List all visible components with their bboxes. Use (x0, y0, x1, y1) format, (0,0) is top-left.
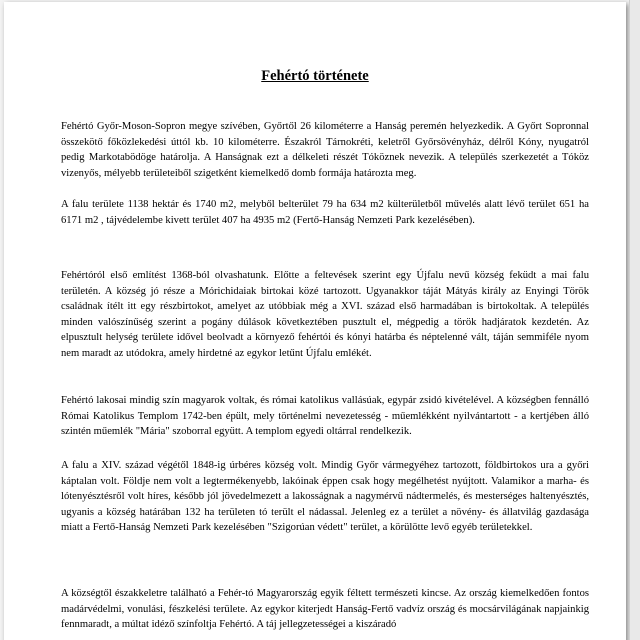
paragraph-first-mention: Fehértóról első említést 1368-ból olvashatunk. Előtte a feltevések szerint egy Újfalu nevű község feküdt a mai falu területén. A község jó része a Mórichidaiak birtokai közé tartozott. Ugyanakkor táját Mátyás király az Enyingi Török családnak ítélt itt egy részbirtokot, amelyet az utóbbiak még a XVI. század első harmadában is birtokoltak. A település minden valószínűség szerint a pogány dúlások következtében pusztult el, mégpedig a török hadjáratok kezdetén. Az elpusztult helység területe idővel beolvadt a környező fehértói és kónyi határba és néptelenné vált, táján semmiféle nyom nem maradt az utódokra, amely hirdetné az egykor letűnt Újfalu emlékét. (61, 270, 589, 359)
paragraph-location: Fehértó Győr-Moson-Sopron megye szívében, Győrtől 26 kilométerre a Hanság peremén helyezkedik. A Győrt Sopronnal összekötő főközlekedési úttól kb. 10 kilométerre. Északról Tárnokréti, keletről Győrsövényház, délről Kóny, nyugatról pedig Markotabödöge határolja. A Hanságnak ezt a délkeleti részét Tóköznek nevezik. A település szerkezetét a Tóköz vizenyős, mélyebb területeiből szigetként kiemelkedő domb formája határozta meg. (61, 121, 589, 179)
paragraph-white-lake: A községtől északkeletre található a Fehér-tó Magyarország egyik féltett természeti kincse. Az ország kiemelkedően fontos madárvédelmi, vonulási, fészkelési területe. Az egykor kiterjedt Hanság-Fertő vadvíz ország és mocsárvilágának napjainkig fennmaradt, a múltat idéző színfoltja Fehértó. A táj jellegzetességei a kiszáradó (61, 588, 589, 631)
paragraph-inhabitants: Fehértó lakosai mindig szín magyarok voltak, és római katolikus vallásúak, egypár zsidó kivételével. A községben fennálló Római Katolikus Templom 1742-ben épült, mely történelmi nevezetesség - műemlékként nyilvántartott - a kertjében álló szintén műemlék "Mária" szoborral együtt. A templom egyedi oltárral rendelkezik. (61, 395, 589, 438)
paragraph-area: A falu területe 1138 hektár és 1740 m2, melyből belterület 79 ha 634 m2 külterületből művelés alatt lévő terület 651 ha 6171 m2 , tájvédelembe kivett terület 407 ha 4935 m2 (Fertő-Hanság Nemzeti Park kezelésében). (61, 199, 589, 226)
document-title: Fehértó története (261, 68, 369, 84)
document-page (4, 2, 626, 640)
vertical-scrollbar[interactable] (629, 0, 640, 640)
paragraph-village-history: A falu a XIV. század végétől 1848-ig úrbéres község volt. Mindig Győr vármegyéhez tartozott, földbirtokos ura a győri káptalan volt. Földje nem volt a legtermékenyebb, lakóinak éppen csak hogy megélhetést nyújtott. Valamikor a marha- és lótenyésztésről volt híres, később jól jövedelmezett a lakosságnak a nagymérvű nádtermelés, és mesterséges haltenyésztés, ugyanis a község határában 132 ha területen tó terült el nádassal. Jelenleg ez a terület a növény- és állatvilág gazdasága miatt a Fertő-Hanság Nemzeti Park kezelésében "Szigorúan védett" terület, a körülötte levő egyéb területekkel. (61, 460, 589, 534)
